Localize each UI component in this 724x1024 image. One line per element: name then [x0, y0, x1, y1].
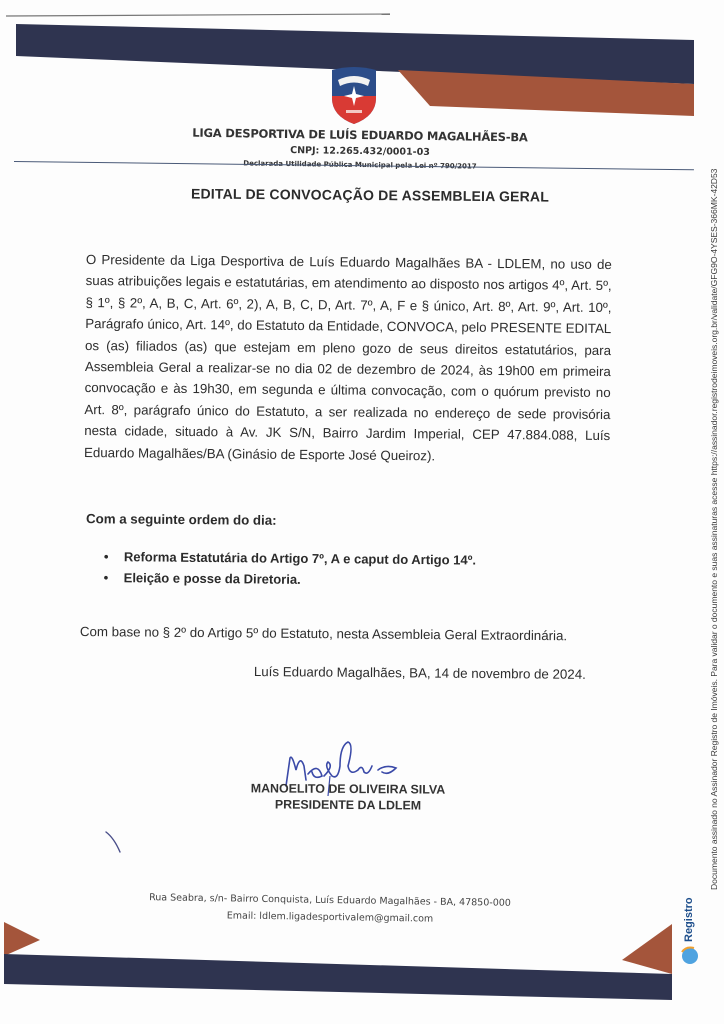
pen-stroke-mark — [100, 828, 130, 858]
place-and-date: Luís Eduardo Magalhães, BA, 14 de novembro de 2024. — [253, 664, 586, 682]
signer-name: MANOELITO DE OLIVEIRA SILVA — [250, 781, 446, 797]
footer-band — [0, 910, 724, 1000]
public-utility-declaration: Declarada Utilidade Pública Municipal pela Lei nº 790/2017 — [243, 159, 477, 171]
document-title: EDITAL DE CONVOCAÇÃO DE ASSEMBLEIA GERAL — [190, 185, 550, 205]
bullet-icon: • — [103, 569, 109, 586]
convocation-paragraph: O Presidente da Liga Desportiva de Luís Eduardo Magalhães BA - LDLEM, no uso de suas atribuições legais e estatutárias, em atendimento ao disposto nos artigos 4º, Art. 5º, § 1º, § 2º, A, B, C, Art. 6º, 2), A, B, C, D, Art. 7º, A, F e § único, Art. 8º, Art. 9º, Art. 10º, Parágrafo único, Art. 14º, do Estatuto da Entidade, CONVOCA, pelo PRESENTE EDITAL os (as) filiados (as) que estejam em pleno gozo de seus direitos estatutários, para Assembleia Geral a realizar-se no dia 02 de dezembro de 2024, às 19h00 em primeira convocação e às 19h30, em segunda e última convocação, com o quórum previsto no Art. 8º, parágrafo único do Estatuto, a ser realizada no endereço de sede provisória nesta cidade, situado à Av. JK S/N, Bairro Jardim Imperial, CEP 47.884.088, Luís Eduardo Magalhães/BA (Ginásio de Esporte José Queiroz). — [83, 251, 612, 464]
organization-name: LIGA DESPORTIVA DE LUÍS EDUARDO MAGALHÃES-BA — [192, 125, 528, 145]
signature-verification-note: Documento assinado no Assinador Registro de Imóveis. Para validar o documento e suas assinaturas acesse https://assinador.registrodeimoveis.org.br/validate/GFG9O-4YSES-366MK-42D53 — [709, 168, 719, 890]
bullet-icon: • — [103, 548, 109, 565]
agenda-heading: Com a seguinte ordem do dia: — [85, 511, 277, 528]
agenda-item-text: Eleição e posse da Diretoria. — [123, 570, 301, 587]
closing-statement: Com base no § 2º do Artigo 5º do Estatuto, nesta Assembleia Geral Extraordinária. — [79, 624, 568, 644]
footer-navy-stripe — [4, 954, 672, 1000]
registro-logo-text: Registro — [683, 897, 695, 942]
agenda-list — [104, 546, 477, 592]
footer-email: Email: ldlem.ligadesportivalem@gmail.com — [226, 910, 434, 925]
footer-address: Rua Seabra, s/n- Bairro Conquista, Luís Eduardo Magalhães - BA, 47850-000 — [149, 892, 511, 909]
signer-role: PRESIDENTE DA LDLEM — [274, 797, 422, 813]
footer-rust-left — [4, 922, 40, 956]
agenda-item — [104, 567, 476, 592]
cnpj-number: CNPJ: 12.265.432/0001-03 — [290, 145, 430, 158]
agenda-item-text: Reforma Estatutária do Artigo 7º, A e caput do Artigo 14º. — [123, 549, 477, 568]
league-crest-logo — [326, 64, 382, 126]
footer-rust-right — [622, 924, 672, 974]
